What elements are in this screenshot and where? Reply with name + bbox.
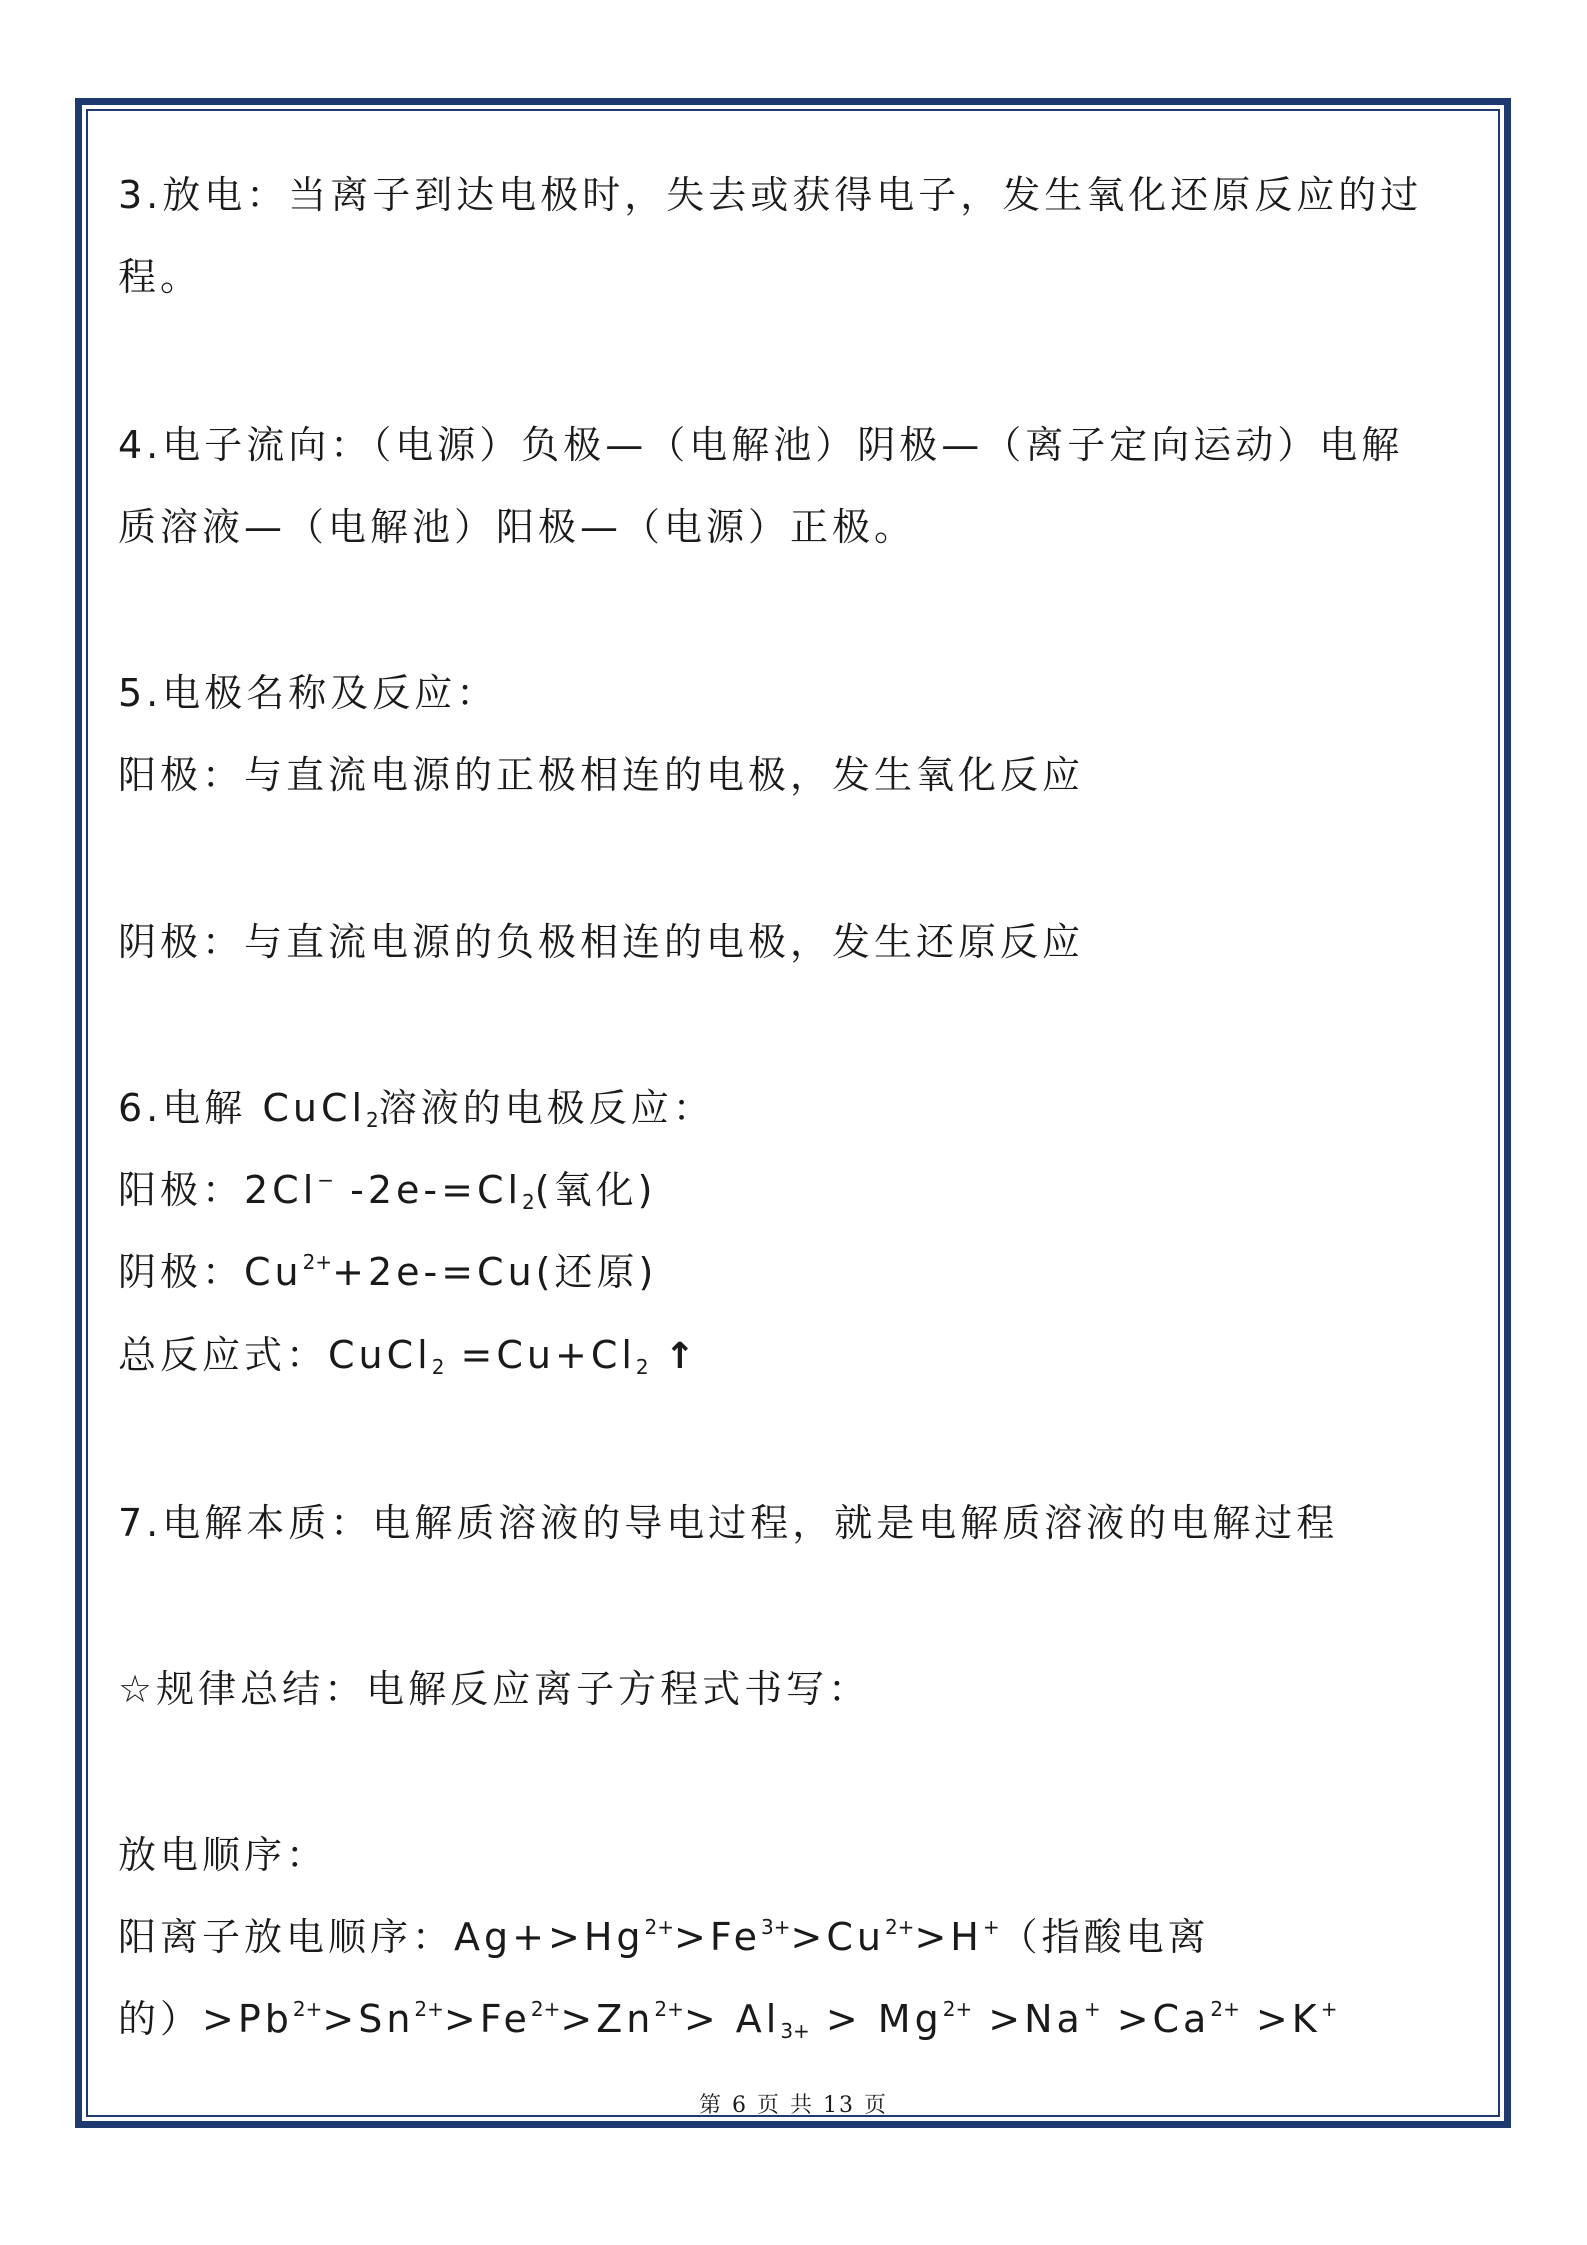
order-title: 放电顺序：	[118, 1833, 329, 1877]
item7-text: 7.电解本质：电解质溶液的导电过程，就是电解质溶液的电解过程	[118, 1501, 1339, 1545]
page-total: 13	[823, 2093, 855, 2118]
item4-line1: 4.电子流向：（电源）负极—（电解池）阴极—（离子定向运动）电解	[118, 423, 1404, 467]
item5-anode: 阳极：与直流电源的正极相连的电极，发生氧化反应	[118, 753, 1085, 797]
item5-title: 5.电极名称及反应：	[118, 671, 499, 715]
item6-cathode-equation: 阴极：$Cu^{2+}+2e-=Cu$(还原)	[118, 1250, 658, 1294]
page-number: 6	[732, 2093, 748, 2118]
item5-cathode: 阴极：与直流电源的负极相连的电极，发生还原反应	[118, 920, 1085, 964]
cation-order-line1: 阳离子放电顺序：$Ag+>Hg^{2+}>Fe^{3+}>Cu^{2+}>H^+$（指酸电离	[118, 1915, 1210, 1959]
item6-total-equation: 总反应式：CuCl$_2$ $=Cu+Cl_2$ ↑	[118, 1333, 699, 1379]
item4-line2: 质溶液—（电解池）阳极—（电源）正极。	[118, 505, 917, 549]
cation-order-line2: 的）$>Pb^{2+}>Sn^{2+}>Fe^{2+}>Zn^{2+}> Al_{3+} > Mg^{2+} >Na^+ >Ca^{2+} >K^+$	[118, 1997, 1338, 2043]
up-arrow-icon: ↑	[664, 1336, 699, 1377]
item6-anode-equation: 阳极：2Cl− $-2e-=Cl_2$(氧化)	[118, 1168, 657, 1214]
summary-title: ☆规律总结：电解反应离子方程式书写：	[118, 1667, 871, 1711]
page-footer: 第 6 页 共 13 页	[698, 2093, 889, 2118]
item6-title: 6.电解 CuCl$_2$溶液的电极反应：	[118, 1086, 715, 1132]
item3-line1: 3.放电：当离子到达电极时，失去或获得电子，发生氧化还原反应的过	[118, 173, 1423, 217]
item3-line2: 程。	[118, 255, 203, 299]
